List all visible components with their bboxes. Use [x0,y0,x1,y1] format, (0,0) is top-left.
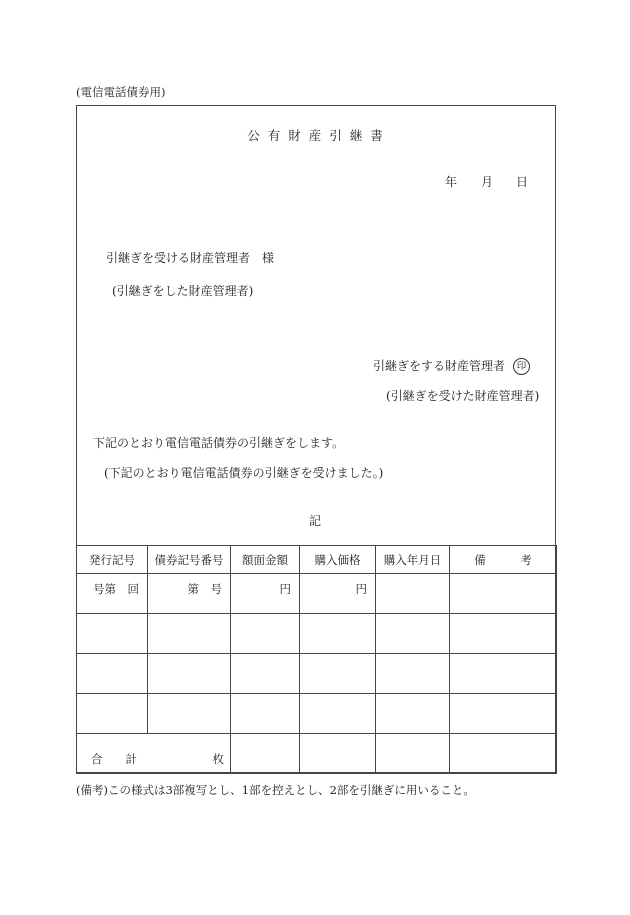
header-remarks: 備 考 [450,546,557,574]
total-label: 合 計 [91,752,137,766]
seal-mark: 印 [513,358,530,375]
table-row [77,614,557,654]
document-title: 公有財産引継書 [247,128,391,143]
cell-bond-number: 第 号 [148,574,231,614]
header-bond-number: 債券記号番号 [148,546,231,574]
sender-label: 引継ぎをする財産管理者 [373,359,506,373]
table-row [77,574,557,614]
form-label: (電信電話債券用) [76,85,166,99]
sender-alt-line: (引継ぎを受けた財産管理者) [386,389,540,403]
header-face-value: 額面金額 [231,546,300,574]
body-text: 下記のとおり電信電話債券の引継ぎをします。 [93,436,345,450]
total-unit: 枚 [212,752,224,766]
date-year: 年 [445,175,458,189]
table-total-row [77,734,557,774]
remarks-note: (備考)この様式は3部複写とし、1部を控えとし、2部を引継ぎに用いること。 [76,783,475,797]
sender-line [373,357,530,375]
addressee-line: 引継ぎを受ける財産管理者 様 [106,251,275,265]
ki-heading: 記 [308,514,321,528]
header-purchase-price: 購入価格 [300,546,376,574]
header-purchase-date: 購入年月日 [376,546,450,574]
addressee-alt-line: (引継ぎをした財産管理者) [112,284,254,298]
date-month: 月 [481,175,494,189]
body-alt-text: (下記のとおり電信電話債券の引継ぎを受けました。) [104,466,384,480]
total-cell [77,734,231,774]
cell-purchase-date [376,574,450,614]
bond-table [76,545,557,774]
table-row [77,654,557,694]
date-day: 日 [516,175,529,189]
cell-purchase-price: 円 [300,574,376,614]
cell-face-value: 円 [231,574,300,614]
table-row [77,694,557,734]
cell-remarks [450,574,557,614]
cell-issue-code: 号第 回 [77,574,148,614]
table-header-row [77,546,557,574]
header-issue-code: 発行記号 [77,546,148,574]
